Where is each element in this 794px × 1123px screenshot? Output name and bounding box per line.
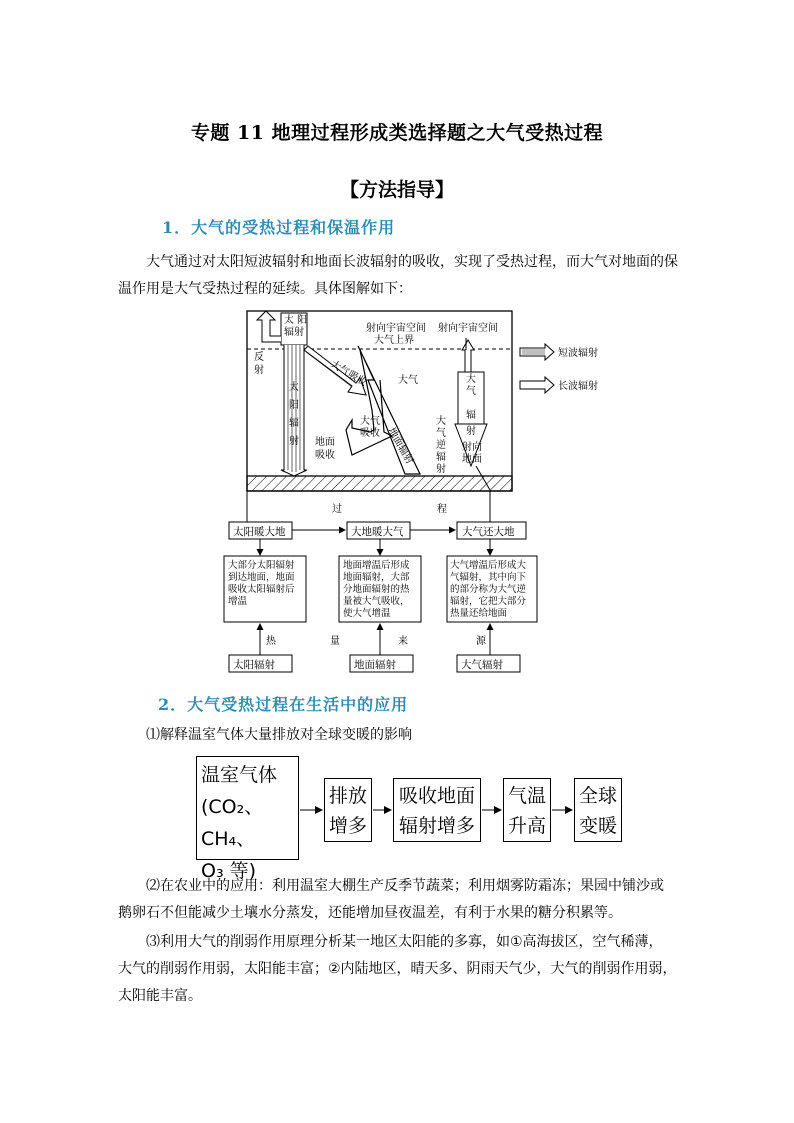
- label-reflect-1: 反: [254, 352, 264, 363]
- svg-text:阳: 阳: [289, 400, 299, 411]
- desc3-line: 大气增温后形成大: [450, 560, 527, 571]
- flow-box-greenhouse-gases: 温室气体 (CO₂、CH₄、 O₃ 等): [196, 756, 299, 860]
- label-atm-radiation: 大: [466, 374, 476, 385]
- label-counter-radiation: 大: [436, 416, 446, 427]
- flow-box-global-warming: 全球 变暖: [574, 778, 622, 842]
- flow-box-temp-rise: 气温 升高: [503, 778, 551, 842]
- heat-source-label-1: 热: [266, 636, 276, 647]
- heat-source-label-3: 来: [398, 636, 408, 647]
- label-toa: 大气上界: [374, 335, 414, 346]
- desc1-line: 大部分太阳辐射: [228, 560, 295, 571]
- svg-text:射: 射: [466, 426, 476, 437]
- legend-long-label: 长波辐射: [558, 381, 598, 392]
- step2-label: 大地暖大气: [351, 526, 404, 538]
- src2-label: 地面辐射: [354, 659, 396, 671]
- svg-text:辐: 辐: [289, 418, 299, 429]
- svg-text:量被大气吸收，: 量被大气吸收，: [343, 596, 410, 607]
- svg-text:吸收: 吸收: [360, 428, 380, 439]
- svg-text:热量还给地面: 热量还给地面: [450, 608, 508, 619]
- label-to-ground: 射向: [462, 442, 482, 453]
- legend-short-label: 短波辐射: [558, 348, 598, 359]
- svg-text:射: 射: [289, 436, 299, 447]
- label-solar-1: 太 阳: [284, 315, 308, 326]
- svg-text:气辐射，其中向下: 气辐射，其中向下: [450, 572, 527, 583]
- svg-text:太: 太: [289, 382, 299, 393]
- src3-label: 大气辐射: [461, 659, 503, 671]
- svg-text:吸收太阳辐射后: 吸收太阳辐射后: [228, 584, 295, 595]
- label-to-space-2: 射向宇宙空间: [438, 323, 498, 334]
- svg-text:地面辐射，大部: 地面辐射，大部: [343, 572, 410, 583]
- heat-source-label-2: 量: [330, 636, 340, 647]
- section2-item1: ⑴解释温室气体大量排放对全球变暖的影响: [146, 727, 412, 743]
- src1-label: 太阳辐射: [233, 659, 275, 671]
- svg-text:分地面辐射的热: 分地面辐射的热: [343, 584, 410, 595]
- svg-text:辐: 辐: [436, 452, 446, 463]
- method-guide-heading: 【方法指导】: [339, 179, 454, 201]
- section2-item3-line3: 太阳能丰富。: [118, 988, 202, 1004]
- label-solar-2: 辐射: [284, 327, 304, 338]
- section2-item2-line2: 鹅卵石不但能减少土壤水分蒸发，还能增加昼夜温差，有利于水果的糖分积累等。: [118, 905, 622, 921]
- flow-box-emission: 排放 增多: [324, 778, 372, 842]
- section2-heading: 2．大气受热过程在生活中的应用: [158, 695, 409, 714]
- svg-text:地面: 地面: [462, 454, 482, 465]
- svg-text:逆: 逆: [436, 440, 446, 451]
- step3-label: 大气还大地: [462, 526, 515, 538]
- page-title: 专题 11 地理过程形成类选择题之大气受热过程: [190, 122, 604, 144]
- svg-text:增温: 增温: [228, 596, 248, 607]
- svg-text:使大气增温: 使大气增温: [343, 608, 391, 619]
- label-atm-absorb-1: 大气吸收: [328, 359, 369, 389]
- svg-text:辐射，它把大部分: 辐射，它把大部分: [450, 596, 527, 607]
- section2-item2-line1: ⑵在农业中的应用：利用温室大棚生产反季节蔬菜；利用烟雾防霜冻；果园中铺沙或: [146, 878, 664, 894]
- svg-text:射: 射: [436, 464, 446, 475]
- section1-para-line1: 大气通过对太阳短波辐射和地面长波辐射的吸收，实现了受热过程，而大气对地面的保: [146, 254, 678, 270]
- label-atm-absorb-2: 大气: [360, 416, 380, 427]
- svg-text:的部分称为大气逆: 的部分称为大气逆: [450, 584, 527, 595]
- process-label-1: 过: [332, 504, 342, 515]
- label-ground-radiation: 地面辐射: [385, 426, 415, 467]
- section2-item3-line1: ⑶利用大气的削弱作用原理分析某一地区太阳能的多寡，如①高海拔区，空气稀薄，: [146, 934, 663, 950]
- svg-text:气: 气: [466, 386, 476, 397]
- svg-text:气: 气: [436, 428, 446, 439]
- svg-text:到达地面，地面: 到达地面，地面: [228, 572, 295, 583]
- label-ground-absorb: 地面: [315, 437, 335, 448]
- step1-label: 太阳暖大地: [233, 526, 286, 538]
- label-to-space-1: 射向宇宙空间: [366, 323, 426, 334]
- section1-para-line2: 温作用是大气受热过程的延续。具体图解如下：: [118, 281, 412, 297]
- flow-box-absorb: 吸收地面 辐射增多: [393, 778, 481, 842]
- heat-source-label-4: 源: [476, 636, 486, 647]
- svg-text:辐: 辐: [466, 410, 476, 421]
- section2-item3-line2: 大气的削弱作用弱，太阳能丰富；②内陆地区，晴天多、阴雨天气少，大气的削弱作用弱，: [118, 961, 677, 977]
- label-reflect-2: 射: [254, 365, 264, 376]
- process-label-2: 程: [437, 504, 447, 515]
- label-atmosphere: 大气: [398, 375, 418, 386]
- svg-text:吸收: 吸收: [315, 450, 335, 461]
- desc2-line: 地面增温后形成: [343, 560, 410, 571]
- section1-heading: 1．大气的受热过程和保温作用: [162, 218, 396, 237]
